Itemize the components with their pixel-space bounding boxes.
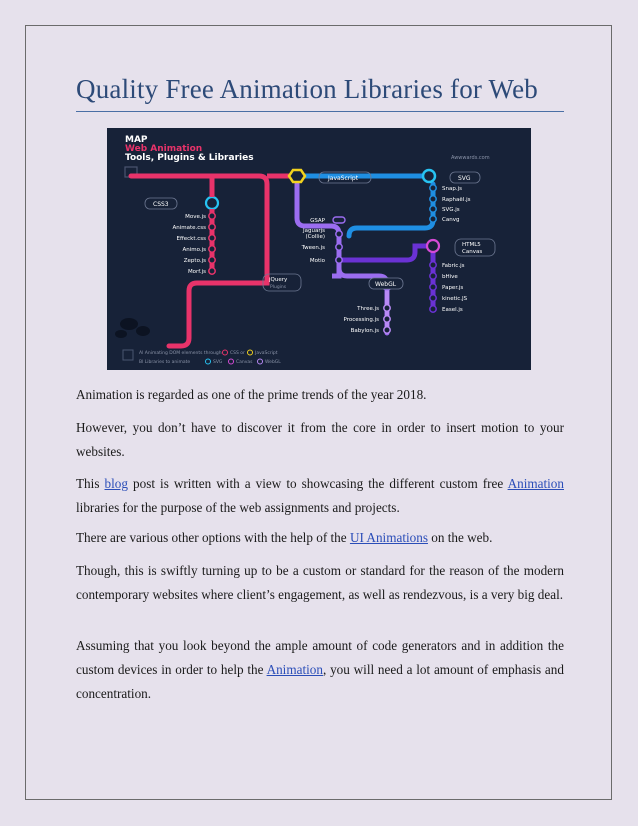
paragraph-5 (76, 559, 564, 607)
css3-item: Animo.js (182, 247, 206, 253)
canvas-item: bHive (442, 274, 458, 280)
paragraph-1-text: Animation is regarded as one of the prime trends of the year 2018. (76, 387, 427, 402)
paragraph-6-before: Assuming that you look beyond the ample amount of code generators and in addition the custom devices in order to help the (76, 638, 564, 677)
legend-webgl-label: WebGL (265, 360, 281, 365)
map-heading-line2: Tools, Plugins & Libraries (125, 153, 254, 163)
paragraph-4-before: There are various other options with the help of the (76, 530, 350, 545)
paragraph-4 (76, 526, 564, 550)
paragraph-1 (76, 383, 564, 407)
web-animation-map-image (107, 128, 531, 370)
metro-map-graphic (107, 128, 531, 370)
ui-animations-link[interactable]: UI Animations (349, 530, 428, 545)
paragraph-6 (76, 634, 564, 706)
jquery-label: jQuery (269, 277, 288, 283)
legend-css-icon (223, 350, 228, 355)
paragraph-3-after: libraries for the purpose of the web assignments and projects. (76, 500, 400, 515)
canvas-item: kinetic.JS (442, 296, 468, 302)
svg-label: SVG (458, 175, 471, 182)
canvas-node-icon (427, 240, 439, 252)
blob-decoration-icon (115, 318, 150, 338)
html5-label: HTML5 (462, 242, 481, 248)
webgl-item: Babylon.js (350, 328, 379, 334)
canvas-item: Paper.js (442, 285, 464, 291)
grid-decoration-icon (123, 350, 133, 360)
paragraph-5-text: Though, this is swiftly turning up to be a custom or standard for the reason of the modern contemporary websites where client’s engagement, as well as rendezvous, is a very big deal. (76, 563, 564, 602)
svg-item: Snap.js (442, 186, 462, 192)
javascript-label: JavaScript (328, 175, 359, 182)
css3-item: Animate.css (172, 225, 206, 231)
webgl-item: Processing.js (343, 317, 379, 323)
js-item: Jaguarjs (303, 228, 325, 234)
css3-label: CSS3 (153, 201, 169, 208)
blog-link[interactable]: blog (104, 476, 128, 491)
css3-item: Morf.js (187, 269, 206, 275)
paragraph-3-before: This (76, 476, 105, 491)
svg-item: SVG.js (442, 207, 460, 213)
legend-canvas-icon (229, 359, 234, 364)
legend-css-label: CSS or (230, 351, 245, 356)
map-heading: MAP (125, 135, 148, 145)
js-item: GSAP (310, 218, 325, 224)
canvas-item: Fabric.js (442, 263, 465, 269)
paragraph-6-after: , you will need a lot amount of emphasis and concentration. (76, 662, 564, 701)
legend-svg-label: SVG (213, 360, 223, 365)
svg-item: Canvg (442, 217, 460, 223)
js-branch (332, 268, 339, 276)
svg-item: Raphaël.js (442, 197, 471, 203)
js-item: Motio (309, 258, 325, 264)
map-heading-line1: Web Animation (125, 144, 203, 154)
legend-svg-icon (206, 359, 211, 364)
legend-js-icon (248, 350, 253, 355)
paragraph-2-text: However, you don’t have to discover it from the core in order to insert motion to your websites. (76, 420, 564, 459)
paragraph-3-middle: post is written with a view to showcasing the different custom free (127, 476, 508, 491)
paragraph-4-after: on the web. (427, 530, 493, 545)
map-credit: Awwwards.com (451, 155, 490, 161)
canvas-item: Easel.js (442, 307, 463, 313)
js-item: Tween.js (301, 245, 325, 251)
webgl-label: WebGL (375, 281, 397, 288)
css3-item: Move.js (185, 214, 206, 220)
document-title: Quality Free Animation Libraries for Web (76, 74, 538, 104)
animation-link-2[interactable]: Animation (266, 662, 323, 677)
javascript-node-icon (289, 170, 305, 182)
legend-canvas-label: Canvas (236, 360, 253, 365)
animation-link[interactable]: Animation (507, 476, 564, 491)
svg-node-icon (423, 170, 435, 182)
legend-webgl-icon (258, 359, 263, 364)
css3-item: Effeckt.css (176, 236, 206, 242)
css3-node-icon (206, 197, 218, 209)
canvas-label: Canvas (462, 249, 483, 255)
paragraph-3 (76, 472, 564, 520)
paragraph-2 (76, 416, 564, 464)
legend-line2: Bl Libraries to animate (139, 360, 191, 365)
css3-item: Zepto.js (183, 258, 206, 264)
title-underline (76, 111, 564, 112)
legend-line1: Al Animating DOM elements through (139, 351, 222, 356)
js-item: (Collie) (305, 234, 325, 240)
plugins-label: Plugins (270, 285, 287, 290)
webgl-item: Three.js (357, 306, 379, 312)
webgl-stations (384, 305, 390, 333)
legend-js-label: JavaScript (255, 351, 278, 356)
